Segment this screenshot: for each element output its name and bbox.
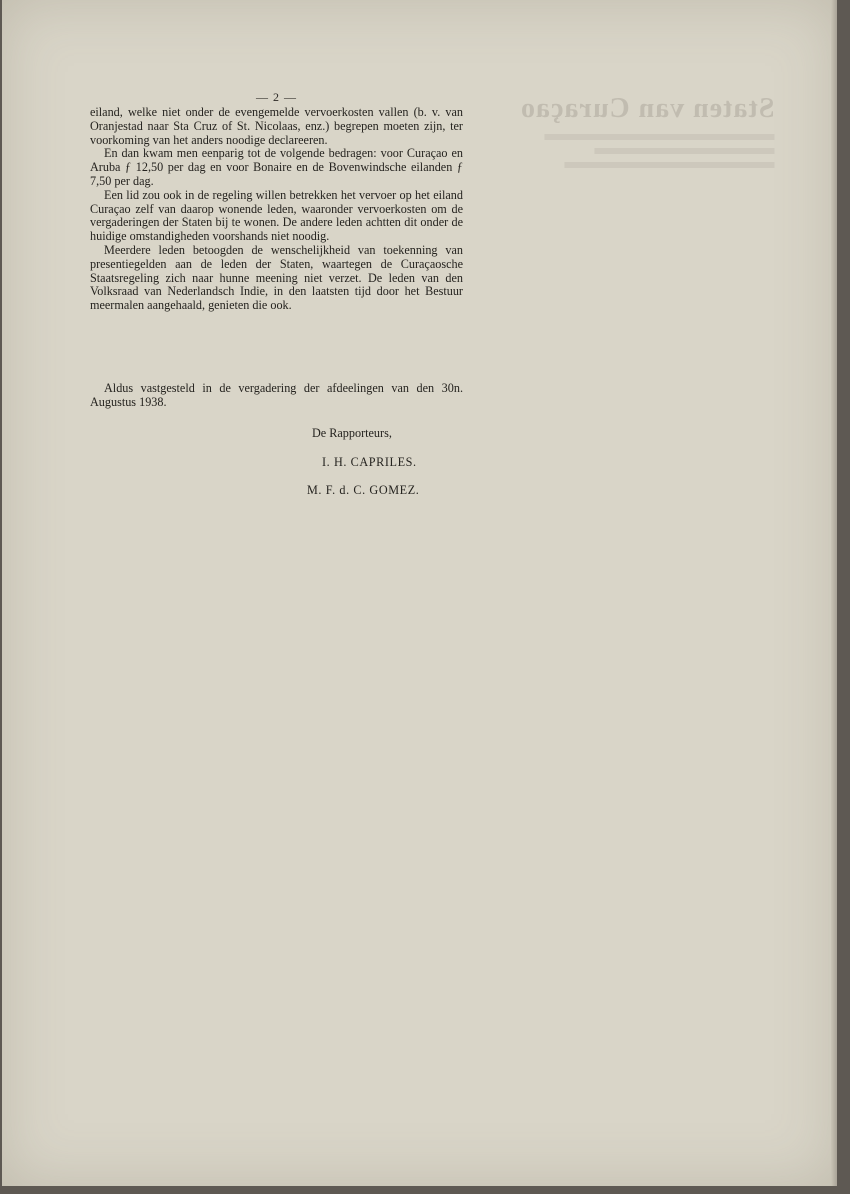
paragraph-island-transport: Een lid zou ook in de regeling willen betrekken het vervoer op het eiland Curaçao zelf van daarop wonende leden, waaronder vervoerkosten om de vergaderingen der Staten bij te wonen. De andere leden achtten dit onder de huidige omstandigheden voorshands niet noodig. <box>90 187 463 244</box>
bleed-through-line <box>544 134 774 140</box>
bleed-through-line <box>564 162 774 168</box>
signatory-name: M. F. d. C. GOMEZ. <box>307 483 420 497</box>
bleed-through-line <box>594 148 774 154</box>
page-number: — 2 — <box>256 90 297 104</box>
bleed-through-heading <box>520 92 774 168</box>
paragraph-amounts: En dan kwam men eenparig tot de volgende bedragen: voor Curaçao en Aruba ƒ 12,50 per dag en voor Bonaire en de Bovenwindsche eilanden ƒ 7,50 per dag. <box>90 146 463 188</box>
closing-statement <box>90 382 463 410</box>
signatory-name: I. H. CAPRILES. <box>322 455 417 469</box>
paragraph-attendance-fees: Meerdere leden betoogden de wenschelijkheid van toekenning van presentiegelden aan de leden der Staten, waartegen de Curaçaosche Staatsregeling zich naar hunne meening niet verzet. De leden van den Volksraad van Nederlandsch Indie, in den laatsten tijd door het Bestuur meermalen aangehaald, genieten die ook. <box>90 242 463 313</box>
closing-text: Aldus vastgesteld in de vergadering der afdeelingen van den 30n. Augustus 1938. <box>90 381 463 409</box>
paragraph-continuation: eiland, welke niet onder de evengemelde vervoerkosten vallen (b. v. van Oranjestad naar Sta Cruz of St. Nicolaas, enz.) begrepen moeten zijn, ter voorkoming van het anders noodige declareeren. <box>90 105 463 147</box>
signature-label: De Rapporteurs, <box>312 426 392 440</box>
body-text <box>90 106 463 313</box>
bleed-through-title: Staten van Curaçao <box>520 93 775 124</box>
